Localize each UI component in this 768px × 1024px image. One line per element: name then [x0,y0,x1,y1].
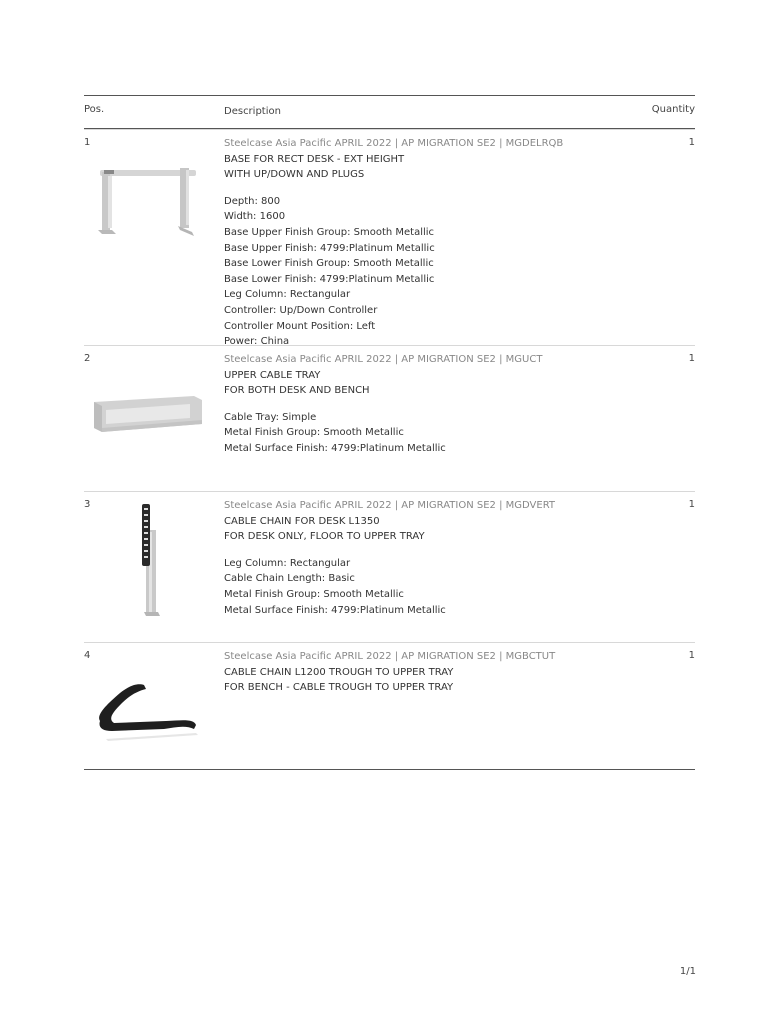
attribute-line: Leg Column: Rectangular [224,289,351,301]
cable-tray-image [86,366,211,466]
title-line: WITH UP/DOWN AND PLUGS [224,169,365,181]
attribute-line: Depth: 800 [224,195,281,207]
attribute-line: Base Lower Finish Group: Smooth Metallic [224,258,434,270]
row-quantity: 1 [688,499,695,510]
row-description [224,136,624,350]
table-row [84,129,695,348]
table-row [84,642,695,773]
header-pos: Pos. [84,104,105,115]
row-quantity: 1 [688,137,695,148]
row-pos: 1 [84,137,91,148]
row-description [224,352,624,457]
row-description [224,649,624,696]
attribute-line: Width: 1600 [224,211,286,223]
catalog-line: Steelcase Asia Pacific APRIL 2022 | AP MIGRATION SE2 | MGDELRQB [224,138,564,149]
title-line: CABLE CHAIN L1200 TROUGH TO UPPER TRAY [224,666,454,678]
attribute-line: Cable Tray: Simple [224,411,317,423]
title-line: FOR DESK ONLY, FLOOR TO UPPER TRAY [224,531,425,543]
row-pos: 3 [84,499,91,510]
title-line: FOR BOTH DESK AND BENCH [224,385,370,397]
catalog-line: Steelcase Asia Pacific APRIL 2022 | AP MIGRATION SE2 | MGDVERT [224,500,556,511]
title-line: FOR BENCH - CABLE TROUGH TO UPPER TRAY [224,682,454,694]
attribute-line: Controller Mount Position: Left [224,320,376,332]
attribute-line: Controller: Up/Down Controller [224,304,378,316]
table-header [84,96,695,128]
attribute-line: Metal Finish Group: Smooth Metallic [224,588,404,600]
vertical-cable-chain-image [86,500,211,618]
row-quantity: 1 [688,353,695,364]
table-bottom-rule [84,769,695,770]
table-row [84,345,695,491]
row-description [224,498,624,618]
attribute-line: Base Upper Finish: 4799:Platinum Metallic [224,242,435,254]
catalog-line: Steelcase Asia Pacific APRIL 2022 | AP MIGRATION SE2 | MGBCTUT [224,651,556,662]
quote-table [84,95,695,773]
attribute-line: Base Upper Finish Group: Smooth Metallic [224,226,435,238]
title-line: CABLE CHAIN FOR DESK L1350 [224,515,380,527]
row-pos: 4 [84,650,91,661]
desk-base-image [86,150,211,250]
attribute-line: Metal Surface Finish: 4799:Platinum Metallic [224,604,446,616]
attribute-line: Cable Chain Length: Basic [224,573,355,585]
header-quantity: Quantity [651,104,695,115]
attribute-line: Leg Column: Rectangular [224,557,351,569]
attribute-line: Metal Finish Group: Smooth Metallic [224,427,404,439]
row-quantity: 1 [688,650,695,661]
row-pos: 2 [84,353,91,364]
page-number: 1/1 [679,966,696,977]
title-line: BASE FOR RECT DESK - EXT HEIGHT [224,153,405,165]
table-row [84,491,695,642]
header-description: Description [224,106,281,117]
title-line: UPPER CABLE TRAY [224,369,321,381]
cable-chain-trough-image [86,663,211,763]
attribute-line: Power: China [224,336,290,348]
catalog-line: Steelcase Asia Pacific APRIL 2022 | AP MIGRATION SE2 | MGUCT [224,354,543,365]
attribute-line: Metal Surface Finish: 4799:Platinum Metallic [224,442,446,454]
attribute-line: Base Lower Finish: 4799:Platinum Metallic [224,273,435,285]
